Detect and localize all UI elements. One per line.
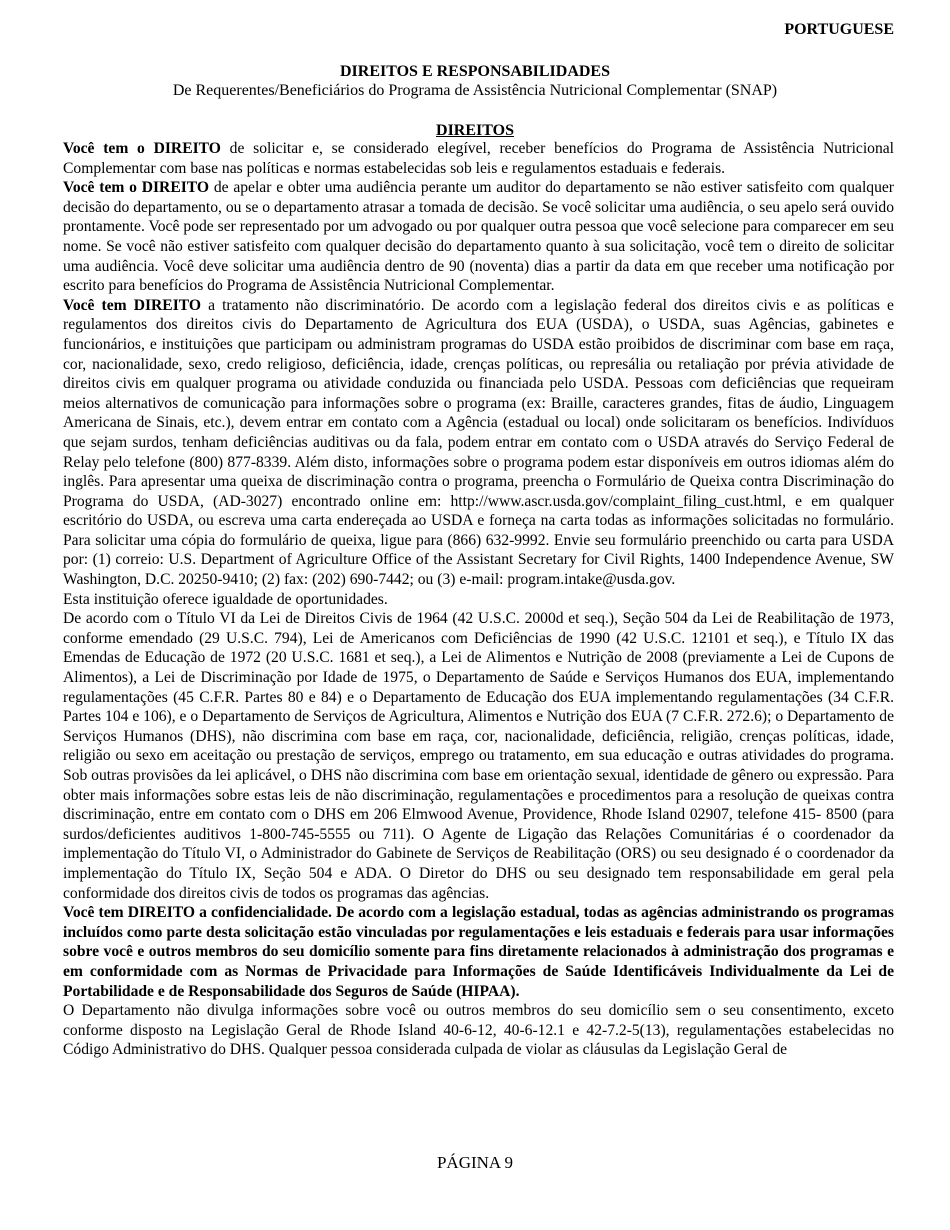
paragraph-right-to-appeal	[63, 178, 894, 296]
paragraph-disclosure: O Departamento não divulga informações sobre você ou outros membros do seu domicílio sem o seu consentimento, exceto conforme disposto na Legislação Geral de Rhode Island 40-6-12, 40-6-12.1 e 42-7.2-5(13), regulamentações estabelecidas no Código Administrativo do DHS. Qualquer pessoa considerada culpada de violar as cláusulas da Legislação Geral de	[63, 1002, 894, 1059]
paragraph-lead: Você tem o DIREITO	[63, 140, 221, 157]
paragraph-nondiscrimination	[63, 296, 894, 590]
paragraph-text: de solicitar e, se considerado elegível, receber benefícios do Programa de Assistência Nutricional Complementar com base nas políticas e normas estabelecidas sob leis e regulamentos estaduais e federais.	[63, 140, 895, 177]
page-number: PÁGINA 9	[436, 1153, 514, 1172]
section-heading-rights: DIREITOS	[436, 122, 514, 139]
paragraph-equal-opportunity: Esta instituição oferece igualdade de oportunidades.	[63, 590, 388, 608]
paragraph-lead: Você tem DIREITO	[63, 296, 202, 314]
paragraph-confidentiality: Você tem DIREITO a confidencialidade. De acordo com a legislação estadual, todas as agências administrando os programas incluídos como parte desta solicitação estão vinculadas por regulamentações e leis estaduais e federais para usar informações sobre você e outros membros do seu domicílio somente para fins diretamente relacionados à administração dos programas e em conformidade com as Normas de Privacidade para Informações de Saúde Identificáveis Individualmente da Lei de Portabilidade e de Responsabilidade dos Seguros de Saúde (HIPAA).	[63, 904, 894, 1000]
paragraph-text: de apelar e obter uma audiência perante um auditor do departamento se não estiver satisfeito com qualquer decisão do departamento, ou se o departamento atrasar a tomada de decisão. Se você solicitar uma audiência, o seu apelo será ouvido prontamente. Você pode ser representado por um advogado ou por qualquer outra pessoa que você selecione para comparecer em seu nome. Se você não estiver satisfeito com qualquer decisão do departamento quanto à sua solicitação, você tem o direito de solicitar uma audiência. Você deve solicitar uma audiência dentro de 90 (noventa) dias a partir da data em que receber uma notificação por escrito para benefícios do Programa de Assistência Nutricional Complementar.	[63, 179, 894, 295]
document-body	[63, 139, 894, 1060]
paragraph-text: a tratamento não discriminatório. De acordo com a legislação federal dos direitos civis e as políticas e regulamentos dos direitos civis do Departamento de Agricultura dos EUA (USDA), o USDA, suas Agências, gabinetes e funcionários, e instituições que participam ou administram programas do USDA estão proibidos de discriminar com base em raça, cor, nacionalidade, sexo, credo religioso, deficiência, idade, crenças políticas, ou represália ou retaliação por prévia atividade de direitos civis em qualquer programa ou atividade conduzida ou financiada pelo USDA. Pessoas com deficiências que requeiram meios alternativos de comunicação para informações sobre o programa (ex: Braille, caracteres grandes, fitas de áudio, Linguagem Americana de Sinais, etc.), devem entrar em contato com a Agência (estadual ou local) onde solicitaram os benefícios. Indivíduos que sejam surdos, tenham deficiências auditivas ou da fala, podem entrar em contato com o USDA através do Serviço Federal de Relay pelo telefone (800) 877-8339. Além disto, informações sobre o programa podem estar disponíveis em outros idiomas além do inglês. Para apresentar uma queixa de discriminação contra o programa, preencha o Formulário de Queixa contra Discriminação do Programa do USDA, (AD-3027) encontrado online em: http://www.ascr.usda.gov/complaint_filing_cust.html, e em qualquer escritório do USDA, ou escreva uma carta endereçada ao USDA e forneça na carta todas as informações solicitadas no formulário. Para solicitar uma cópia do formulário de queixa, ligue para (866) 632-9992. Envie seu formulário preenchido ou carta para USDA por: (1) correio: U.S. Department of Agriculture Office of the Assistant Secretary for Civil Rights, 1400 Independence Avenue, SW Washington, D.C. 20250-9410; (2) fax: (202) 690-7442; ou (3) e-mail: program.intake@usda.gov.	[63, 296, 894, 589]
paragraph-civil-rights-laws: De acordo com o Título VI da Lei de Direitos Civis de 1964 (42 U.S.C. 2000d et seq.), Seção 504 da Lei de Reabilitação de 1973, conforme emendado (29 U.S.C. 794), Lei de Americanos com Deficiências de 1990 (42 U.S.C. 12101 et seq.), e Título IX das Emendas de Educação de 1972 (20 U.S.C. 1681 et seq.), a Lei de Alimentos e Nutrição de 2008 (previamente a Lei de Cupons de Alimentos), a Lei de Discriminação por Idade de 1975, o Departamento de Saúde e Serviços Humanos dos EUA, implementando regulamentações (45 C.F.R. Partes 80 e 84) e o Departamento de Educação dos EUA implementando regulamentações (34 C.F.R. Partes 104 e 106), e o Departamento de Serviços de Agricultura, Alimentos e Nutrição dos EUA (7 C.F.R. 272.6); o Departamento de Serviços Humanos (DHS), não discrimina com base em raça, cor, nacionalidade, deficiência, religião, crenças políticas, idade, religião ou sexo em aceitação ou prestação de serviços, emprego ou tratamento, em sua educação e outras atividades do programa. Sob outras provisões da lei aplicável, o DHS não discrimina com base em orientação sexual, identidade de gênero ou expressão. Para obter mais informações sobre estas leis de não discriminação, regulamentações e procedimentos para a resolução de queixas contra discriminação, entre em contato com o DHS em 206 Elmwood Avenue, Providence, Rhode Island 02907, telefone 415- 8500 (para surdos/deficientes auditivos 1-800-745-5555 ou 711). O Agente de Ligação das Relações Comunitárias é o coordenador da implementação do Título VI, o Administrador do Gabinete de Serviços de Reabilitação (ORS) ou seu designado é o coordenador da implementação do Título IX, Seção 504 e ADA. O Diretor do DHS ou seu designado tem responsabilidade em geral pela conformidade dos direitos civis de todos os programas das agências.	[63, 610, 894, 902]
document-title: DIREITOS E RESPONSABILIDADES	[339, 63, 610, 80]
document-subtitle: De Requerentes/Beneficiários do Programa de Assistência Nutricional Complementar (SNAP)	[172, 82, 778, 99]
paragraph-right-to-apply	[63, 139, 894, 178]
paragraph-lead: Você tem o DIREITO	[63, 179, 210, 197]
language-label: PORTUGUESE	[784, 21, 894, 38]
